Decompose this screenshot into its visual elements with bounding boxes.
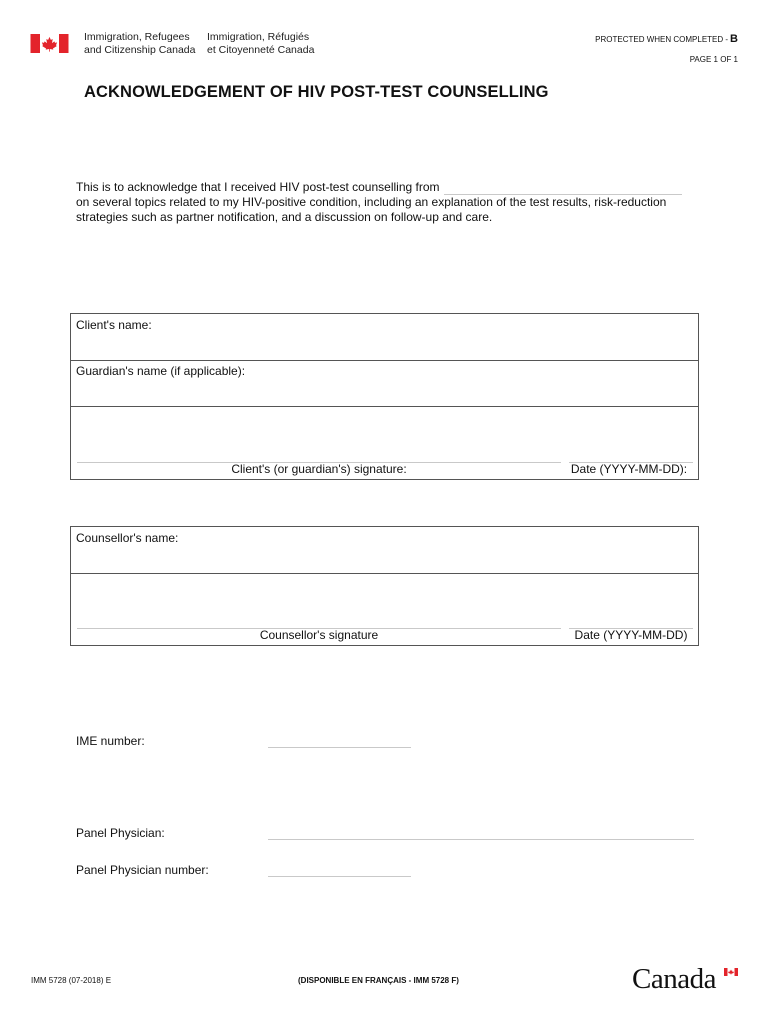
panel-physician-number-input[interactable]	[268, 876, 411, 877]
department-name-english	[84, 31, 196, 57]
guardian-name-field[interactable]	[71, 360, 698, 407]
counsellor-name-field[interactable]	[71, 527, 698, 574]
department-name-french	[207, 31, 314, 57]
counsellor-organization-input[interactable]	[444, 180, 682, 195]
client-name-label: Client's name:	[76, 318, 152, 332]
counsellor-date-label: Date (YYYY-MM-DD)	[574, 628, 688, 642]
department-en-line1: Immigration, Refugees	[84, 31, 190, 43]
canada-flag-logo	[30, 34, 69, 53]
canada-wordmark: Canada	[632, 963, 716, 995]
intro-text-line1: This is to acknowledge that I received HIV post-test counselling from	[76, 180, 440, 194]
guardian-name-label: Guardian's name (if applicable):	[76, 364, 246, 378]
client-signature-label: Client's (or guardian's) signature:	[231, 462, 407, 476]
client-name-field[interactable]	[71, 314, 698, 361]
department-fr-line1: Immigration, Réfugiés	[207, 31, 310, 43]
page-number: PAGE 1 OF 1	[689, 55, 738, 64]
protected-level: B	[730, 33, 738, 45]
panel-physician-input[interactable]	[268, 839, 694, 840]
department-en-line2: and Citizenship Canada	[84, 44, 196, 56]
client-section	[70, 313, 699, 480]
canada-wordmark-flag-icon	[724, 968, 738, 976]
page-title: ACKNOWLEDGEMENT OF HIV POST-TEST COUNSELLING	[84, 83, 549, 101]
intro-text-rest: on several topics related to my HIV-positive condition, including an explanation of the test results, risk-reduction strategies such as partner notification, and a discussion on follow-up and care.	[76, 195, 667, 224]
counsellor-section	[70, 526, 699, 646]
protected-label: PROTECTED WHEN COMPLETED -	[595, 35, 729, 44]
form-code: IMM 5728 (07-2018) E	[31, 976, 112, 985]
french-availability-notice: (DISPONIBLE EN FRANÇAIS - IMM 5728 F)	[298, 976, 459, 985]
ime-number-input[interactable]	[268, 747, 411, 748]
intro-paragraph	[76, 180, 701, 225]
counsellor-name-label: Counsellor's name:	[76, 531, 179, 545]
department-fr-line2: et Citoyenneté Canada	[207, 44, 315, 56]
panel-physician-label: Panel Physician:	[76, 826, 165, 840]
protected-notice	[595, 33, 738, 45]
client-date-label: Date (YYYY-MM-DD):	[570, 462, 688, 476]
panel-physician-number-label: Panel Physician number:	[76, 863, 209, 877]
counsellor-signature-label: Counsellor's signature	[259, 628, 379, 642]
ime-number-label: IME number:	[76, 734, 145, 748]
